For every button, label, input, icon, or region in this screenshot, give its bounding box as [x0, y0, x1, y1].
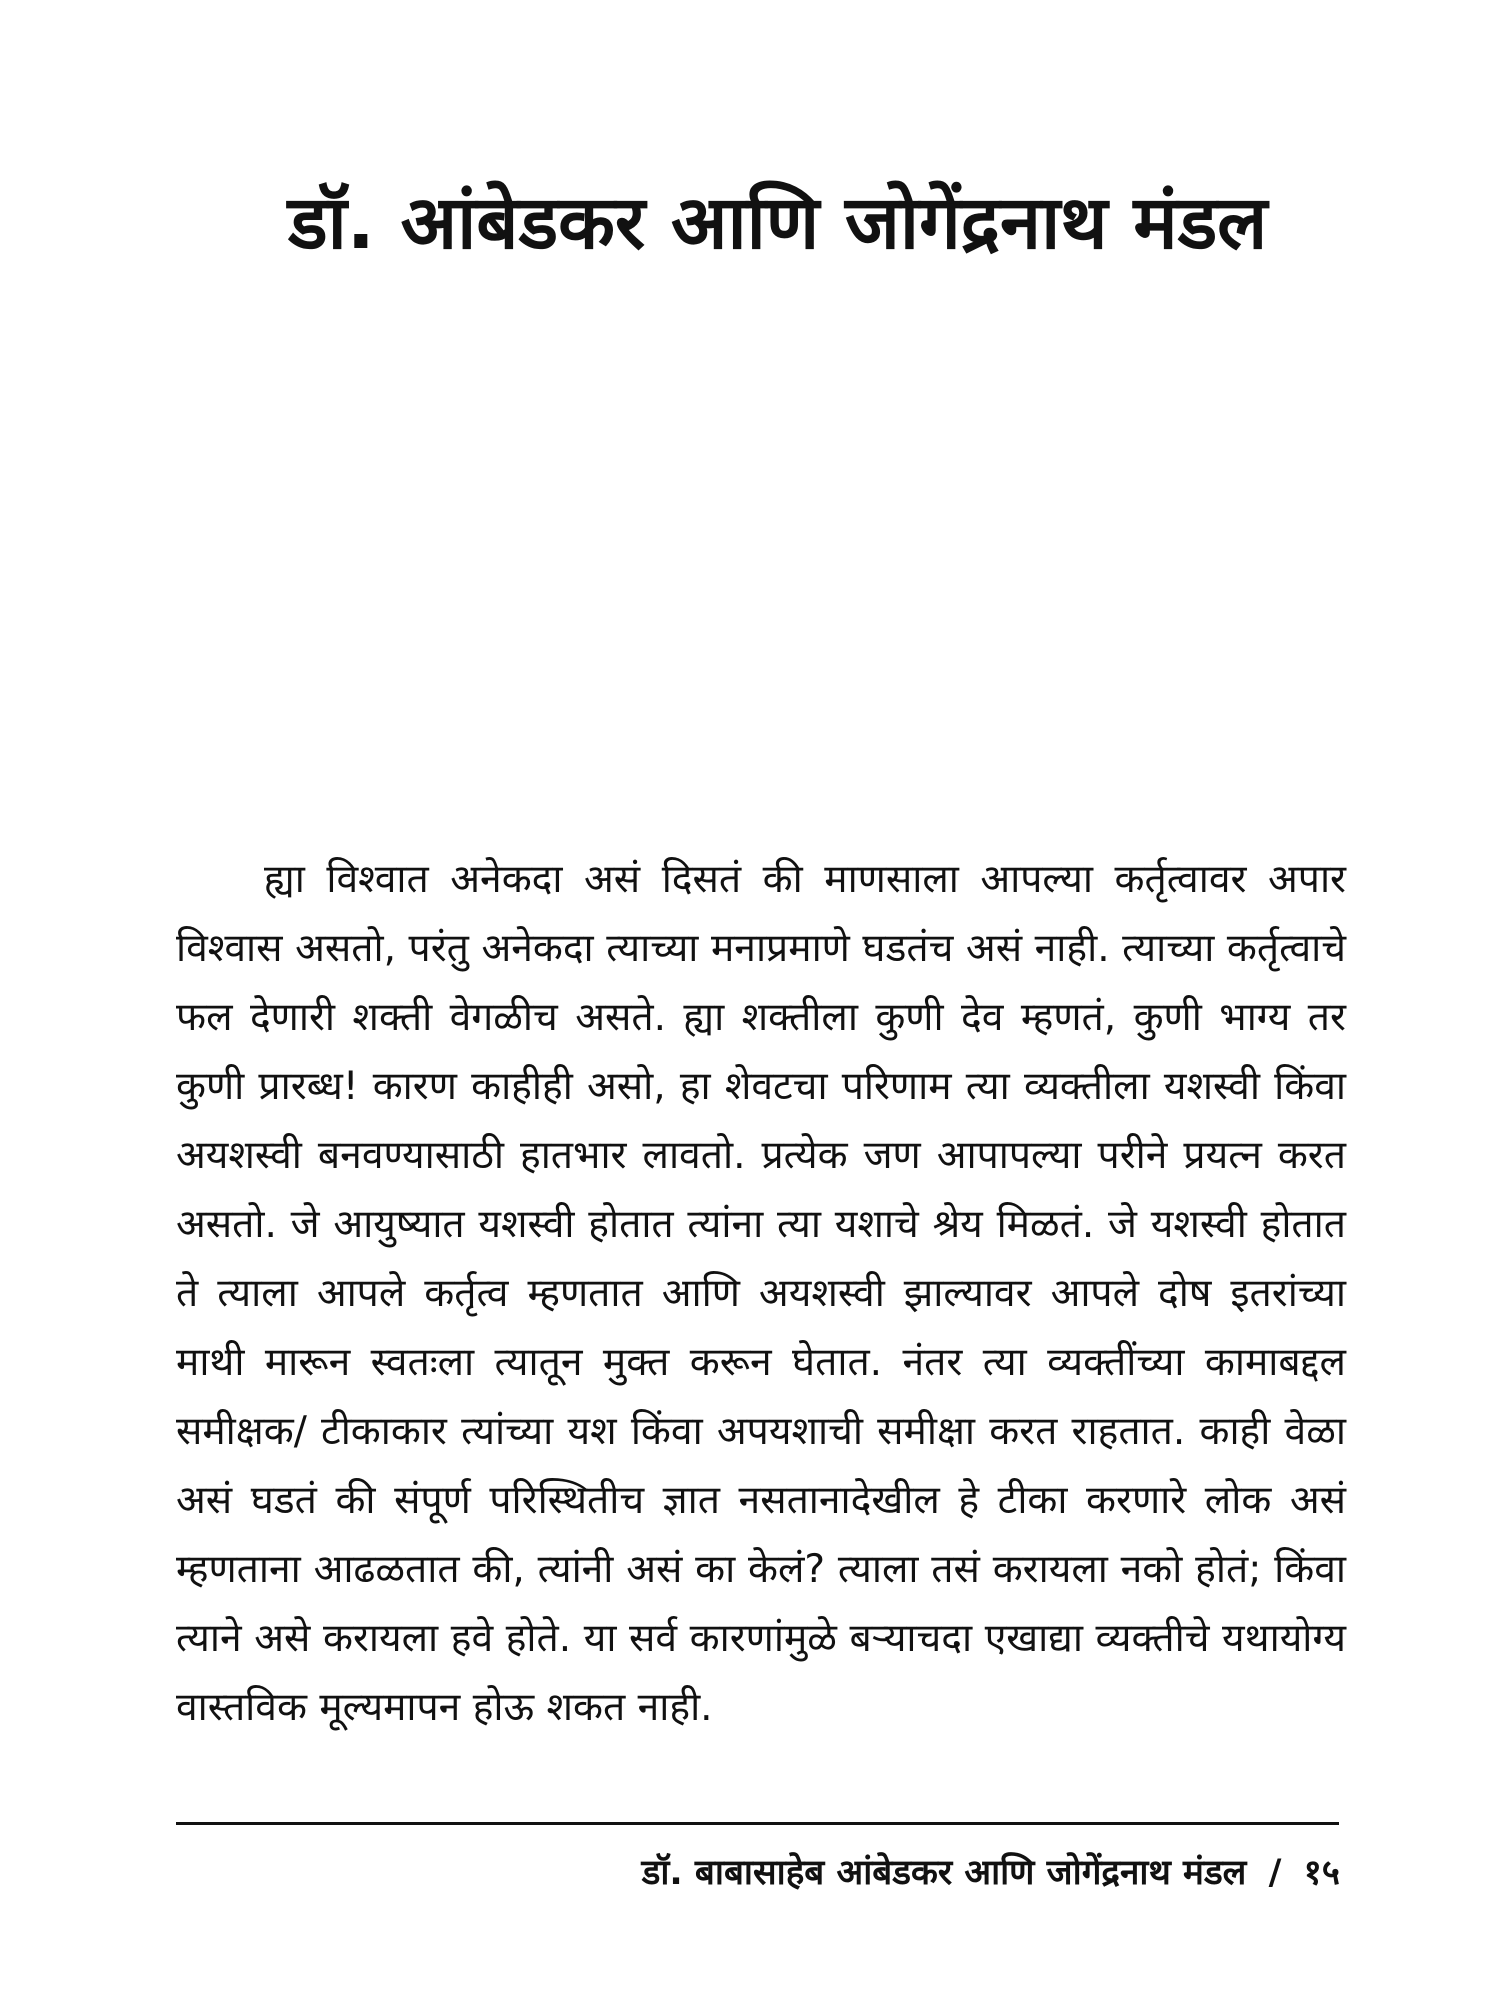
footer-separator: / [1268, 1853, 1282, 1893]
body-text [176, 845, 1346, 1742]
body-paragraph: ह्या विश्वात अनेकदा असं दिसतं की माणसाला आपल्या कर्तृत्वावर अपार विश्वास असतो, परंतु अनेकदा त्याच्या मनाप्रमाणे घडतंच असं नाही. त्याच्या कर्तृत्वाचे फल देणारी शक्ती वेगळीच असते. ह्या शक्तीला कुणी देव म्हणतं, कुणी भाग्य तर कुणी प्रारब्ध! कारण काहीही असो, हा शेवटचा परिणाम त्या व्यक्तीला यशस्वी किंवा अयशस्वी बनवण्यासाठी हातभार लावतो. प्रत्येक जण आपापल्या परीने प्रयत्न करत असतो. जे आयुष्यात यशस्वी होतात त्यांना त्या यशाचे श्रेय मिळतं. जे यशस्वी होतात ते त्याला आपले कर्तृत्व म्हणतात आणि अयशस्वी झाल्यावर आपले दोष इतरांच्या माथी मारून स्वतःला त्यातून मुक्त करून घेतात. नंतर त्या व्यक्तींच्या कामाबद्दल समीक्षक/ टीकाकार त्यांच्या यश किंवा अपयशाची समीक्षा करत राहतात. काही वेळा असं घडतं की संपूर्ण परिस्थितीच ज्ञात नसतानादेखील हे टीका करणारे लोक असं म्हणताना आढळतात की, त्यांनी असं का केलं? त्याला तसं करायला नको होतं; किंवा त्याने असे करायला हवे होते. या सर्व कारणांमुळे बऱ्याचदा एखाद्या व्यक्तीचे यथायोग्य वास्तविक मूल्यमापन होऊ शकत नाही. [176, 857, 1346, 1730]
page-number: १५ [1303, 1853, 1340, 1893]
chapter-title: डॉ. आंबेडकर आणि जोगेंद्रनाथ मंडल [288, 180, 1268, 266]
running-footer [180, 1848, 1340, 1895]
footer-book-title: डॉ. बाबासाहेब आंबेडकर आणि जोगेंद्रनाथ मंडल [641, 1853, 1247, 1893]
footer-rule [176, 1822, 1339, 1825]
